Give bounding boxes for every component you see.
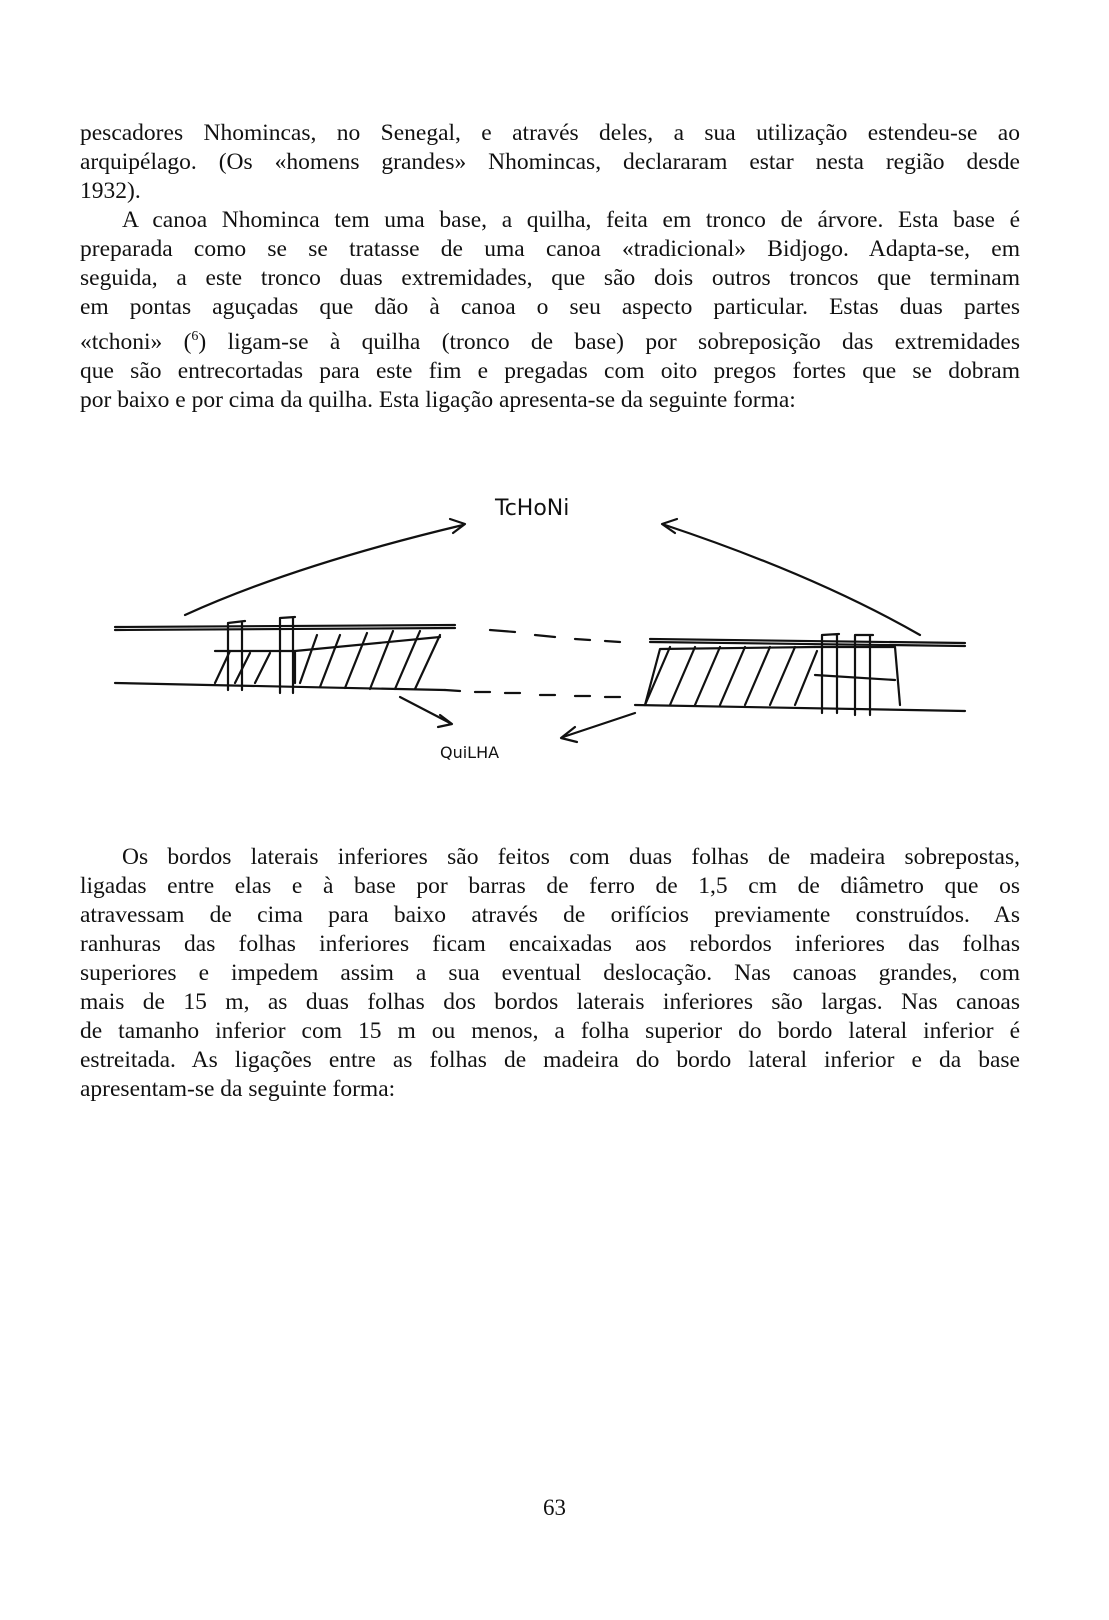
sketch-drawing xyxy=(95,475,995,795)
text-line: mais de 15 m, as duas folhas dos bordos laterais inferiores são largas. Nas canoas xyxy=(80,989,1020,1015)
text-line: Os bordos laterais inferiores são feitos com duas folhas de madeira sobrepostas, xyxy=(122,844,1020,870)
text-segment: ) ligam-se à quilha (tronco de base) por sobreposição das extremidades xyxy=(198,328,1020,355)
left-tchoni-top-edge xyxy=(115,625,455,627)
text-line: pescadores Nhomincas, no Senegal, e através deles, a sua utilização estendeu-se ao xyxy=(80,120,1020,146)
text-segment: «tchoni» ( xyxy=(80,328,192,355)
left-keel-top xyxy=(295,637,440,651)
arrow-quilha-right xyxy=(563,713,635,737)
text-line: 1932). xyxy=(80,178,141,204)
text-line: apresentam-se da seguinte forma: xyxy=(80,1076,396,1102)
paragraph-1 xyxy=(80,119,1020,415)
text-line: estreitada. As ligações entre as folhas de madeira do bordo lateral inferior e da base xyxy=(80,1047,1020,1073)
right-keel-top xyxy=(645,647,815,705)
arrow-tchoni-right xyxy=(665,525,920,635)
text-line: ligadas entre elas e à base por barras de ferro de 1,5 cm de diâmetro que os xyxy=(80,873,1020,899)
label-quilha: QuiLHA xyxy=(440,743,500,762)
page-number: 63 xyxy=(543,1495,566,1520)
text-line: arquipélago. (Os «homens grandes» Nhomincas, declararam estar nesta região desde xyxy=(80,149,1020,175)
text-line: por baixo e por cima da quilha. Esta ligação apresenta-se da seguinte forma: xyxy=(80,386,796,413)
footnote-ref: 6 xyxy=(191,329,199,344)
right-clamp-1 xyxy=(822,634,839,713)
text-line: seguida, a este tronco duas extremidades, que são dois outros troncos que terminam xyxy=(80,265,1020,291)
text-line: ranhuras das folhas inferiores ficam encaixadas aos rebordos inferiores das folhas xyxy=(80,931,1020,957)
arrow-quilha-left xyxy=(400,697,450,723)
text-line: que são entrecortadas para este fim e pregadas com oito pregos fortes que se dobram xyxy=(80,357,1020,384)
text-line: em pontas aguçadas que dão à canoa o seu aspecto particular. Estas duas partes xyxy=(80,294,1020,320)
arrow-tchoni-left xyxy=(185,525,463,615)
text-line: superiores e impedem assim a sua eventual deslocação. Nas canoas grandes, com xyxy=(80,960,1020,986)
keel-joint-sketch xyxy=(95,475,995,795)
keel-dashes-top xyxy=(490,630,620,642)
text-line: atravessam de cima para baixo através de orifícios previamente construídos. As xyxy=(80,902,1020,928)
text-line: de tamanho inferior com 15 m ou menos, a folha superior do bordo lateral inferior é xyxy=(80,1018,1020,1044)
text-line-with-footnote xyxy=(80,322,1020,357)
label-tchoni: TcHoNi xyxy=(495,496,570,521)
paragraph-2 xyxy=(80,843,1020,1104)
text-line: A canoa Nhominca tem uma base, a quilha, feita em tronco de árvore. Esta base é xyxy=(122,207,1020,233)
keel-dashes-bottom xyxy=(445,690,620,697)
right-hatching xyxy=(645,647,817,705)
right-tchoni-bottom-edge xyxy=(635,705,965,711)
left-tchoni-top-edge-2 xyxy=(115,628,455,630)
text-line: preparada como se se tratasse de uma canoa «tradicional» Bidjogo. Adapta-se, em xyxy=(80,236,1020,262)
